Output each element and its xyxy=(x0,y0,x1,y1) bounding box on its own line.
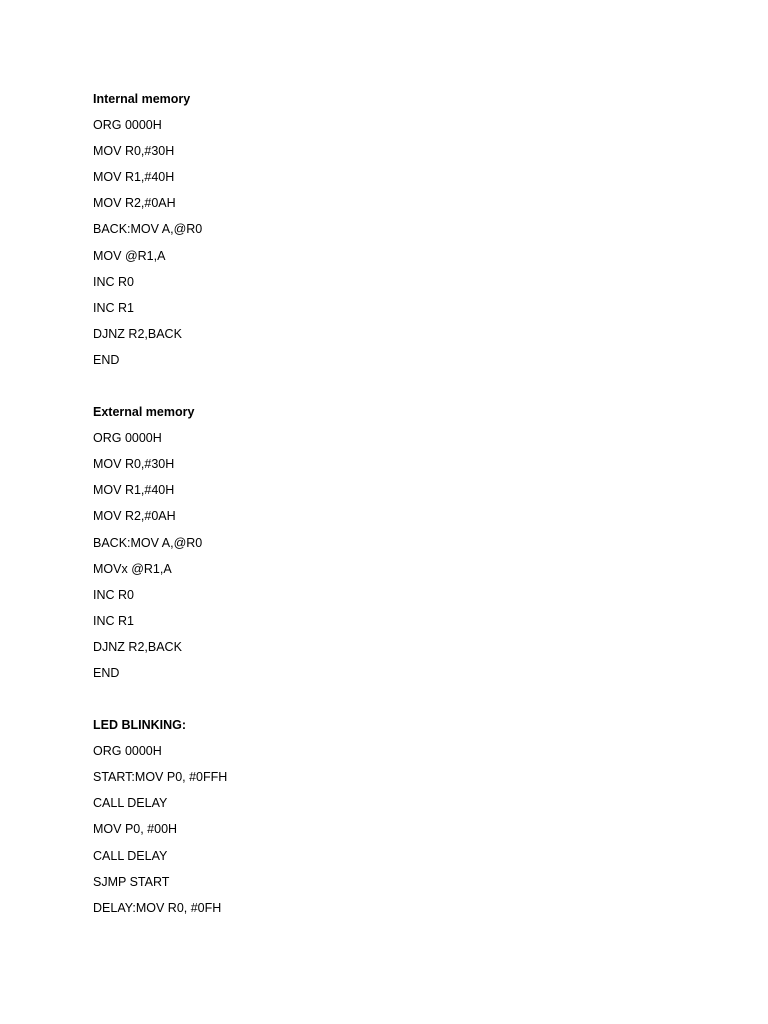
code-line: SJMP START xyxy=(93,874,170,889)
code-line: INC R0 xyxy=(93,587,134,602)
code-line: END xyxy=(93,665,120,680)
code-line: MOV R2,#0AH xyxy=(93,196,176,211)
section-external-memory xyxy=(93,399,693,686)
section-led-blinking xyxy=(93,712,693,921)
code-line: INC R1 xyxy=(93,613,134,628)
code-line: START:MOV P0, #0FFH xyxy=(93,770,228,785)
code-line: MOVx @R1,A xyxy=(93,561,172,576)
code-line: MOV R2,#0AH xyxy=(93,509,176,524)
code-line: CALL DELAY xyxy=(93,796,168,811)
code-line: MOV @R1,A xyxy=(93,248,166,263)
code-line: ORG 0000H xyxy=(93,118,162,133)
section-internal-memory xyxy=(93,86,693,373)
section-heading: Internal memory xyxy=(93,92,191,106)
code-line: BACK:MOV A,@R0 xyxy=(93,222,203,237)
code-line: END xyxy=(93,352,120,367)
code-line: DJNZ R2,BACK xyxy=(93,326,182,341)
code-line: MOV R1,#40H xyxy=(93,170,175,185)
code-line: DELAY:MOV R0, #0FH xyxy=(93,900,222,915)
section-heading: LED BLINKING: xyxy=(93,718,187,733)
code-line: BACK:MOV A,@R0 xyxy=(93,535,203,550)
code-line: MOV P0, #00H xyxy=(93,822,178,837)
code-line: MOV R1,#40H xyxy=(93,483,175,498)
code-line: MOV R0,#30H xyxy=(93,457,175,472)
code-line: DJNZ R2,BACK xyxy=(93,639,182,654)
document-body xyxy=(93,86,693,921)
code-line: ORG 0000H xyxy=(93,431,162,446)
section-heading: External memory xyxy=(93,405,195,420)
code-line: INC R0 xyxy=(93,274,134,289)
code-line: MOV R0,#30H xyxy=(93,144,175,159)
code-line: CALL DELAY xyxy=(93,848,168,863)
code-line: INC R1 xyxy=(93,300,134,315)
code-line: ORG 0000H xyxy=(93,744,162,759)
